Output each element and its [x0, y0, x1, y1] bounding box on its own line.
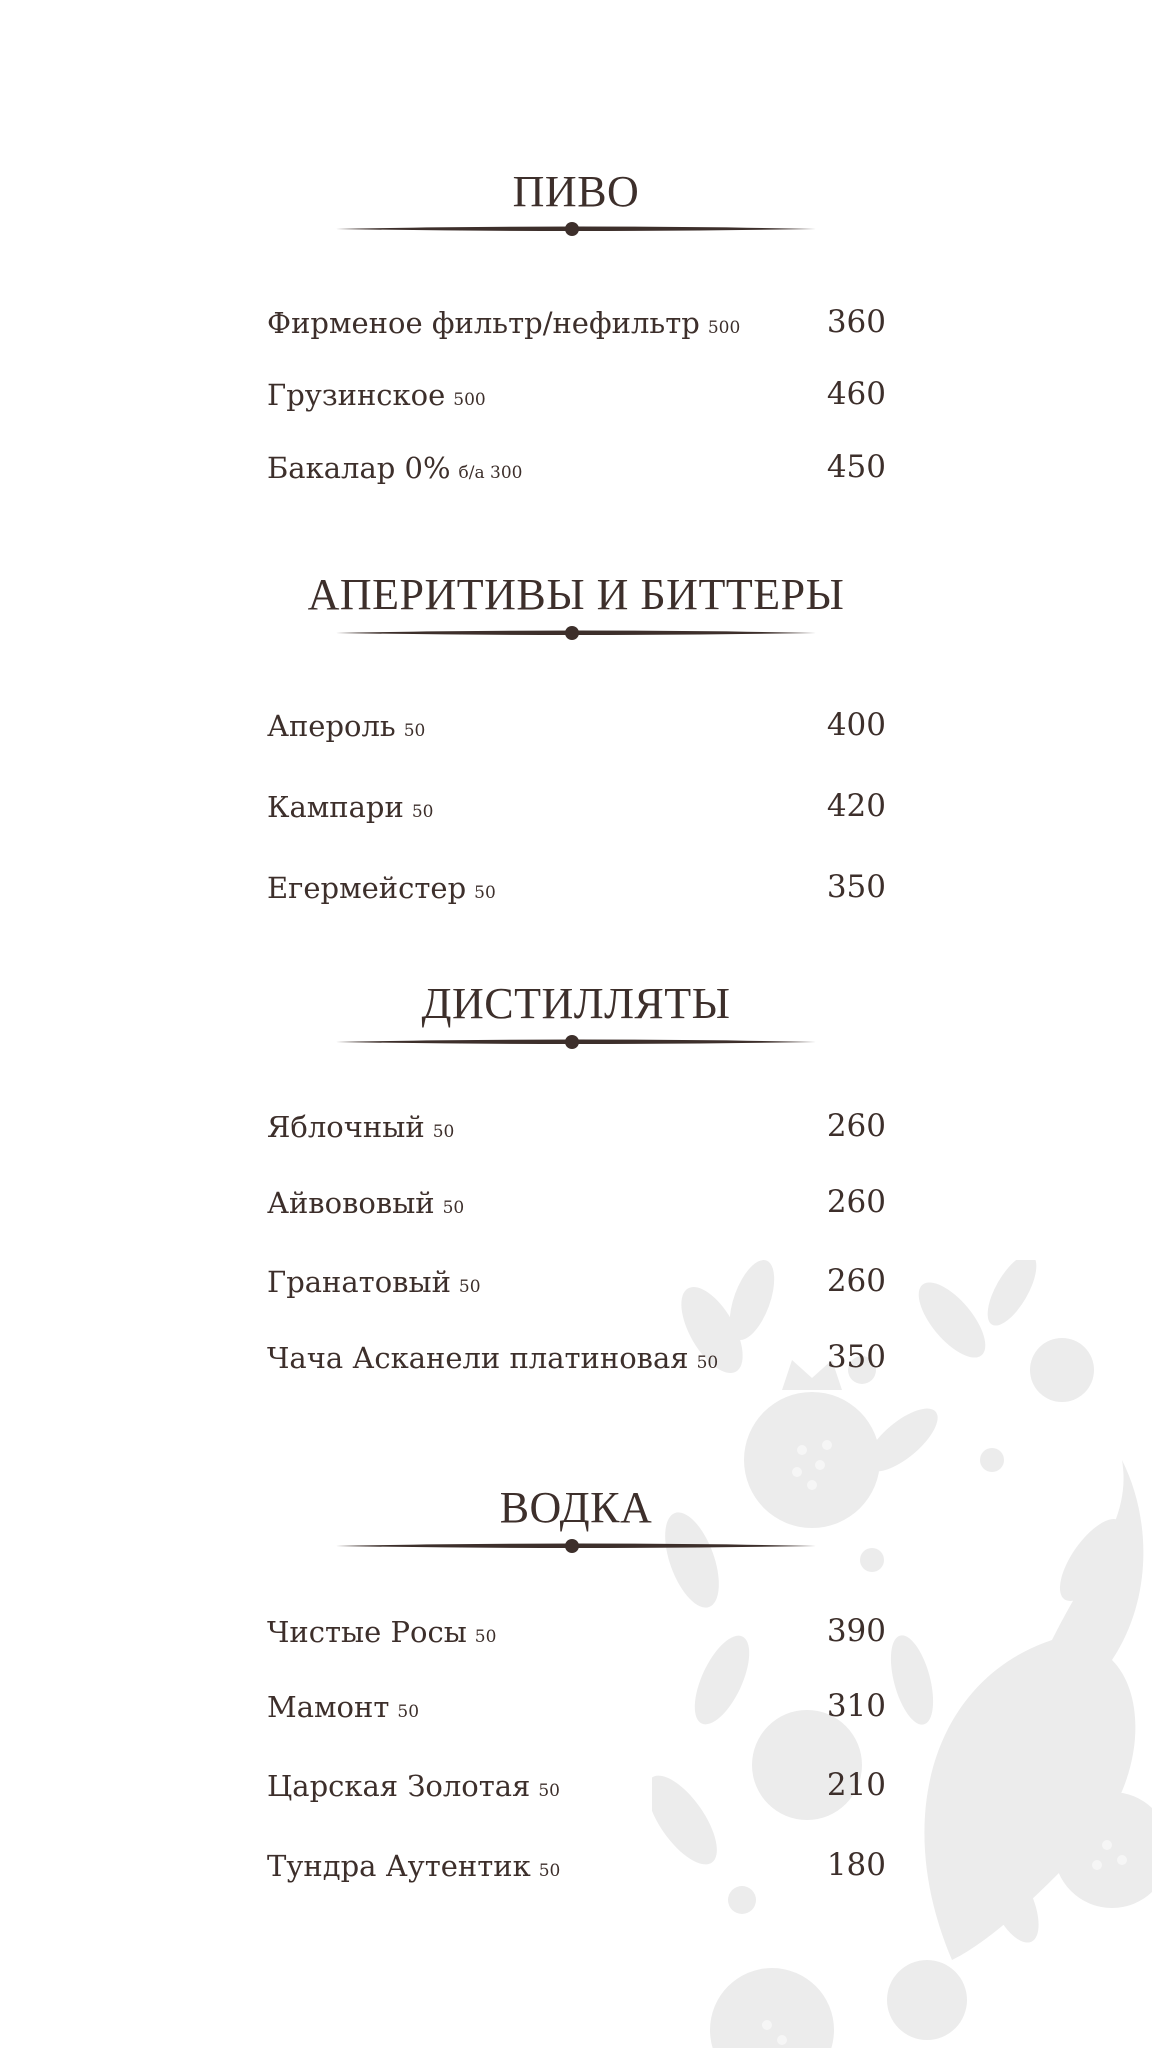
item-name: Яблочный 50 — [267, 1110, 455, 1144]
section-title: ДИСТИЛЛЯТЫ — [421, 979, 731, 1028]
item-price: 390 — [826, 1613, 886, 1649]
menu-item — [0, 300, 1152, 340]
item-price: 420 — [826, 788, 886, 824]
divider-ornament-icon — [336, 221, 816, 237]
item-name: Мамонт 50 — [267, 1690, 420, 1724]
item-name: Бакалар 0% б/а 300 — [267, 451, 523, 485]
item-price: 310 — [826, 1688, 886, 1724]
item-name: Тундра Аутентик 50 — [267, 1849, 561, 1883]
item-name: Грузинское 500 — [267, 378, 486, 412]
menu-item — [0, 372, 1152, 412]
menu-item — [0, 445, 1152, 485]
menu-item — [0, 1684, 1152, 1724]
item-volume: 50 — [403, 721, 426, 741]
item-name: Айвововый 50 — [267, 1186, 465, 1220]
section-title: АПЕРИТИВЫ И БИТТЕРЫ — [307, 570, 845, 619]
item-price: 260 — [826, 1184, 886, 1220]
menu-item — [0, 1335, 1152, 1375]
menu-item — [0, 784, 1152, 824]
item-price: 350 — [826, 1339, 886, 1375]
item-volume: 50 — [458, 1277, 481, 1297]
item-price: 180 — [826, 1847, 886, 1883]
item-volume: 500 — [707, 318, 741, 338]
item-price: 460 — [826, 376, 886, 412]
item-volume: 50 — [474, 1627, 497, 1647]
section-title: ВОДКА — [499, 1483, 653, 1532]
menu-item — [0, 1259, 1152, 1299]
item-volume: б/а 300 — [458, 463, 523, 483]
item-name: Чача Асканели платиновая 50 — [267, 1341, 719, 1375]
divider-ornament-icon — [336, 1034, 816, 1050]
item-name: Гранатовый 50 — [267, 1265, 481, 1299]
item-price: 400 — [826, 707, 886, 743]
item-volume: 50 — [474, 883, 496, 903]
item-name: Фирменое фильтр/нефильтр 500 — [267, 306, 741, 340]
item-volume: 50 — [411, 802, 434, 822]
item-price: 210 — [826, 1767, 886, 1803]
menu-item — [0, 703, 1152, 743]
menu-item — [0, 1763, 1152, 1803]
item-volume: 50 — [538, 1861, 561, 1881]
item-price: 360 — [826, 304, 886, 340]
section-title: ПИВО — [512, 167, 640, 216]
item-name: Апероль 50 — [267, 709, 426, 743]
item-price: 350 — [826, 869, 886, 905]
menu-item — [0, 1104, 1152, 1144]
menu-item — [0, 1843, 1152, 1883]
menu-item — [0, 1609, 1152, 1649]
item-name: Егермейстер 50 — [267, 871, 496, 905]
item-volume: 50 — [696, 1353, 719, 1373]
item-volume: 50 — [442, 1198, 465, 1218]
item-volume: 50 — [432, 1122, 455, 1142]
item-name: Кампари 50 — [267, 790, 434, 824]
floral-ornament-icon — [652, 1260, 1152, 2048]
divider-ornament-icon — [336, 1538, 816, 1554]
item-volume: 500 — [453, 390, 486, 410]
item-price: 450 — [826, 449, 886, 485]
item-volume: 50 — [538, 1781, 560, 1801]
item-name: Царская Золотая 50 — [267, 1769, 560, 1803]
item-price: 260 — [826, 1108, 886, 1144]
item-price: 260 — [826, 1263, 886, 1299]
menu-item — [0, 1180, 1152, 1220]
menu-item — [0, 865, 1152, 905]
item-volume: 50 — [397, 1702, 420, 1722]
divider-ornament-icon — [336, 625, 816, 641]
item-name: Чистые Росы 50 — [267, 1615, 497, 1649]
